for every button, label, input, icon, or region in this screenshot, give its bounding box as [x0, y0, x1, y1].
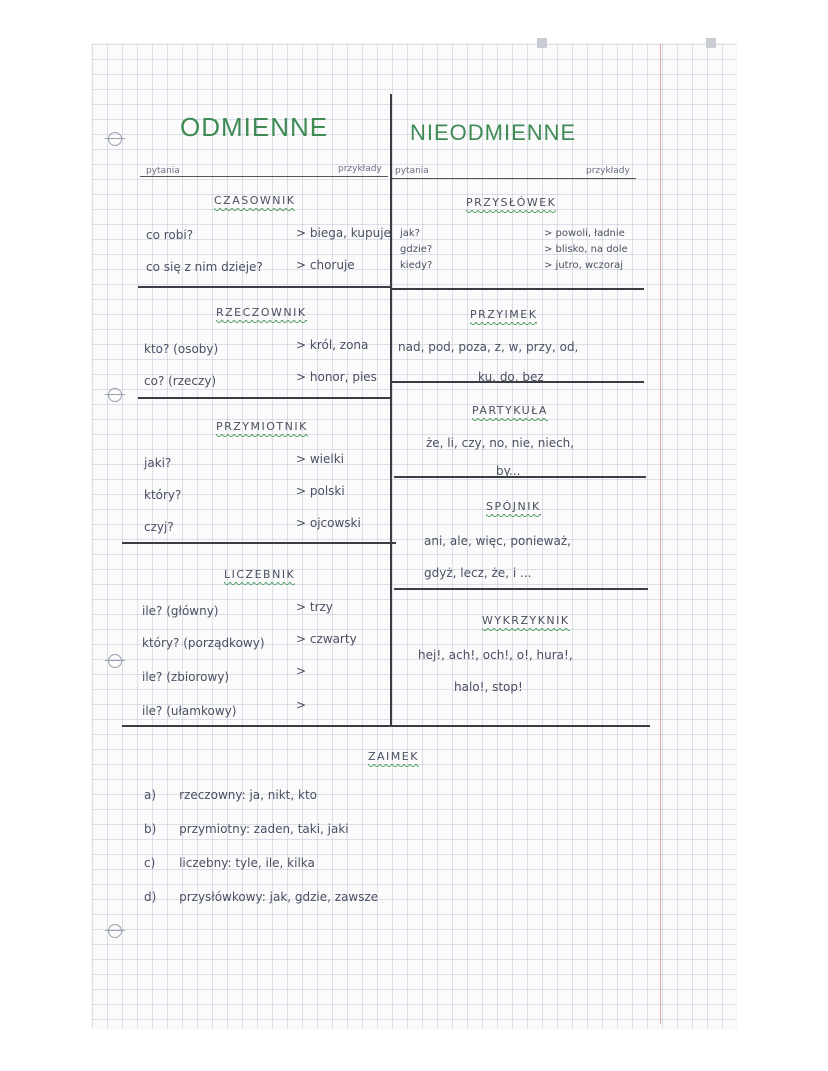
item-letter: b)	[144, 822, 157, 836]
row-divider	[138, 286, 390, 288]
question-item: kto? (osoby)	[144, 342, 219, 356]
left-col-examples: przykłady	[338, 164, 382, 174]
question-item: jaki?	[144, 456, 172, 470]
word-list: gdyż, lecz, że, i ...	[424, 566, 532, 580]
item-letter: c)	[144, 856, 156, 870]
word-list: by...	[496, 464, 521, 478]
header-underline	[140, 176, 388, 177]
word-list: ku, do, bez	[478, 370, 544, 384]
word-list: nad, pod, poza, z, w, przy, od,	[398, 340, 579, 354]
zaimek-item	[144, 784, 317, 803]
word-list: hej!, ach!, och!, o!, hura!,	[418, 648, 573, 662]
question-item: co się z nim dzieje?	[146, 260, 263, 274]
word-list: że, li, czy, no, nie, niech,	[426, 436, 575, 450]
question-item: ile? (główny)	[142, 604, 219, 618]
section-spojnik: SPÓJNIK	[486, 500, 541, 518]
page-tab	[537, 38, 547, 48]
row-divider	[138, 397, 390, 399]
item-text: przysłówkowy: jak, gdzie, zawsze	[179, 890, 379, 904]
row-divider	[122, 725, 650, 727]
item-text: rzeczowny: ja, nikt, kto	[179, 788, 317, 802]
section-rzeczownik: RZECZOWNIK	[216, 306, 307, 324]
row-divider	[122, 542, 396, 544]
section-przyslowek: PRZYSŁÓWEK	[466, 196, 556, 214]
example-item: > trzy	[296, 600, 333, 614]
example-item: > honor, pies	[296, 370, 377, 384]
question-item: który? (porządkowy)	[142, 636, 265, 650]
word-list: ani, ale, więc, ponieważ,	[424, 534, 571, 548]
question-item: jak?	[400, 228, 421, 239]
section-przyimek: PRZYIMEK	[470, 308, 537, 326]
row-divider	[394, 588, 648, 590]
binder-hole	[108, 654, 122, 668]
right-col-examples: przykłady	[586, 166, 630, 176]
example-item: > choruje	[296, 258, 355, 272]
zaimek-item	[144, 852, 315, 871]
question-item: czyj?	[144, 520, 174, 534]
section-zaimek: ZAIMEK	[368, 750, 419, 768]
notebook-page	[92, 44, 736, 1028]
section-partykula: PARTYKUŁA	[472, 404, 548, 422]
header-underline	[392, 178, 636, 179]
question-item: gdzie?	[400, 244, 433, 255]
example-item: > ojcowski	[296, 516, 361, 530]
right-title: NIEODMIENNE	[410, 120, 577, 145]
left-col-questions: pytania	[146, 166, 180, 176]
example-item: >	[296, 698, 307, 712]
question-item: ile? (zbiorowy)	[142, 670, 230, 684]
right-col-questions: pytania	[395, 166, 429, 176]
item-text: przymiotny: zaden, taki, jaki	[179, 822, 349, 836]
example-item: >	[296, 664, 307, 678]
page-tab	[706, 38, 716, 48]
center-divider	[390, 94, 392, 726]
example-item: > czwarty	[296, 632, 357, 646]
question-item: kiedy?	[400, 260, 433, 271]
example-item: > biega, kupuje	[296, 226, 391, 240]
question-item: co robi?	[146, 228, 194, 242]
item-letter: d)	[144, 890, 157, 904]
example-item: > jutro, wczoraj	[544, 260, 624, 271]
question-item: ile? (ułamkowy)	[142, 704, 237, 718]
example-item: > polski	[296, 484, 345, 498]
margin-line	[660, 44, 661, 1024]
question-item: który?	[144, 488, 182, 502]
item-text: liczebny: tyle, ile, kilka	[179, 856, 315, 870]
binder-hole	[108, 132, 122, 146]
example-item: > powoli, ładnie	[544, 228, 625, 239]
section-liczebnik: LICZEBNIK	[224, 568, 295, 586]
left-title: ODMIENNE	[180, 112, 329, 142]
section-wykrzyknik: WYKRZYKNIK	[482, 614, 570, 632]
example-item: > wielki	[296, 452, 345, 466]
item-letter: a)	[144, 788, 157, 802]
zaimek-item	[144, 818, 349, 837]
binder-hole	[108, 388, 122, 402]
word-list: halo!, stop!	[454, 680, 523, 694]
section-czasownik: CZASOWNIK	[214, 194, 295, 212]
section-przymiotnik: PRZYMIOTNIK	[216, 420, 308, 438]
example-item: > blisko, na dole	[544, 244, 628, 255]
row-divider	[392, 288, 644, 290]
question-item: co? (rzeczy)	[144, 374, 217, 388]
binder-hole	[108, 924, 122, 938]
example-item: > król, zona	[296, 338, 369, 352]
zaimek-item	[144, 886, 378, 905]
